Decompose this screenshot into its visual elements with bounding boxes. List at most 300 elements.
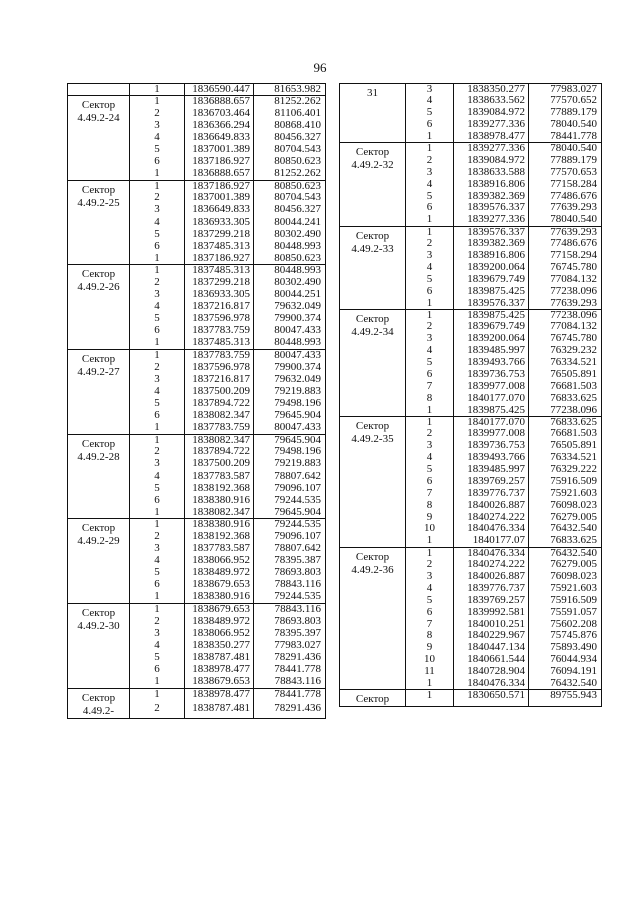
x-coordinate: 1838916.806 [454,250,529,262]
y-coordinate: 77889.179 [529,107,602,119]
y-coordinate: 76833.625 [529,535,602,547]
y-coordinate: 81106.401 [254,108,326,120]
y-coordinate: 77486.676 [529,238,602,250]
point-number: 2 [406,155,454,167]
x-coordinate: 1840026.887 [454,500,529,512]
point-number: 5 [130,398,185,410]
y-coordinate: 89755.943 [529,690,602,707]
y-coordinate: 78441.778 [254,688,326,703]
y-coordinate: 78843.116 [254,604,326,616]
point-number: 1 [130,337,185,349]
point-number: 1 [130,519,185,531]
point-number: 4 [406,452,454,464]
point-number: 2 [130,362,185,374]
point-number: 1 [130,265,185,277]
x-coordinate: 1836649.833 [185,204,254,216]
y-coordinate: 79096.107 [254,483,326,495]
x-coordinate: 1837485.313 [185,337,254,349]
table-row [340,143,602,155]
y-coordinate: 79900.374 [254,362,326,374]
y-coordinate: 76505.891 [529,440,602,452]
point-number: 8 [406,500,454,512]
y-coordinate: 78693.803 [254,567,326,579]
y-coordinate: 80850.623 [254,253,326,265]
sector-label: Сектор 4.49.2-24 [68,96,130,181]
table-row [68,434,326,446]
point-number: 4 [130,386,185,398]
x-coordinate: 1840026.887 [454,571,529,583]
point-number: 6 [406,119,454,131]
point-number: 9 [406,642,454,654]
y-coordinate: 81653.982 [254,84,326,96]
y-coordinate: 76329.232 [529,345,602,357]
x-coordinate: 1839493.766 [454,357,529,369]
table-row [340,309,602,321]
point-number: 3 [130,628,185,640]
sector-label: 31 [340,84,406,143]
point-number: 1 [406,309,454,321]
x-coordinate: 1836703.464 [185,108,254,120]
y-coordinate: 76432.540 [529,547,602,559]
x-coordinate: 1838978.477 [185,664,254,676]
y-coordinate: 80704.543 [254,144,326,156]
y-coordinate: 78807.642 [254,543,326,555]
x-coordinate: 1840661.544 [454,654,529,666]
x-coordinate: 1839769.257 [454,476,529,488]
point-number: 5 [130,144,185,156]
x-coordinate: 1839736.753 [454,369,529,381]
point-number: 1 [130,84,185,96]
y-coordinate: 79244.535 [254,519,326,531]
point-number: 2 [130,446,185,458]
point-number: 2 [130,703,185,718]
sector-label [68,84,130,96]
y-coordinate: 77889.179 [529,155,602,167]
point-number: 2 [130,531,185,543]
sector-label: Сектор 4.49.2- [68,688,130,718]
x-coordinate: 1838679.653 [185,676,254,688]
point-number: 1 [406,690,454,707]
x-coordinate: 1838633.562 [454,95,529,107]
point-number: 1 [130,180,185,192]
x-coordinate: 1840229.967 [454,630,529,642]
table-row [68,96,326,108]
y-coordinate: 77639.293 [529,298,602,310]
y-coordinate: 76432.540 [529,523,602,535]
x-coordinate: 1839992.581 [454,607,529,619]
x-coordinate: 1839736.753 [454,440,529,452]
y-coordinate: 77238.096 [529,286,602,298]
point-number: 3 [130,543,185,555]
point-number: 1 [406,226,454,238]
y-coordinate: 80448.993 [254,337,326,349]
x-coordinate: 1839679.749 [454,321,529,333]
x-coordinate: 1839084.972 [454,155,529,167]
x-coordinate: 1836888.657 [185,96,254,108]
y-coordinate: 79244.535 [254,495,326,507]
sector-label: Сектор 4.49.2-36 [340,547,406,690]
y-coordinate: 78807.642 [254,471,326,483]
x-coordinate: 1840177.070 [454,416,529,428]
point-number: 1 [406,214,454,226]
table-row [68,265,326,277]
x-coordinate: 1840177.070 [454,393,529,405]
y-coordinate: 80456.327 [254,132,326,144]
table-row [68,688,326,703]
y-coordinate: 77570.652 [529,95,602,107]
y-coordinate: 79498.196 [254,398,326,410]
y-coordinate: 80302.490 [254,229,326,241]
x-coordinate: 1840010.251 [454,619,529,631]
point-number: 1 [130,422,185,434]
y-coordinate: 76505.891 [529,369,602,381]
point-number: 3 [406,440,454,452]
sector-label: Сектор 4.49.2-33 [340,226,406,309]
x-coordinate: 1840274.222 [454,559,529,571]
point-number: 1 [130,96,185,108]
point-number: 2 [130,277,185,289]
y-coordinate: 76279.005 [529,559,602,571]
y-coordinate: 76044.934 [529,654,602,666]
y-coordinate: 79645.904 [254,507,326,519]
x-coordinate: 1838380.916 [185,519,254,531]
x-coordinate: 1838192.368 [185,531,254,543]
point-number: 2 [130,108,185,120]
y-coordinate: 78843.116 [254,676,326,688]
y-coordinate: 79498.196 [254,446,326,458]
y-coordinate: 78441.778 [254,664,326,676]
x-coordinate: 1838679.653 [185,579,254,591]
point-number: 4 [406,345,454,357]
y-coordinate: 80850.623 [254,180,326,192]
x-coordinate: 1838380.916 [185,591,254,603]
sector-label: Сектор 4.49.2-34 [340,309,406,416]
table-row [68,350,326,362]
point-number: 4 [130,471,185,483]
y-coordinate: 75602.208 [529,619,602,631]
point-number: 6 [406,202,454,214]
point-number: 4 [130,301,185,313]
x-coordinate: 1839084.972 [454,107,529,119]
point-number: 5 [406,191,454,203]
y-coordinate: 79632.049 [254,301,326,313]
x-coordinate: 1837485.313 [185,241,254,253]
x-coordinate: 1838679.653 [185,604,254,616]
point-number: 6 [130,664,185,676]
point-number: 9 [406,512,454,524]
y-coordinate: 79096.107 [254,531,326,543]
x-coordinate: 1837186.927 [185,156,254,168]
point-number: 5 [130,313,185,325]
y-coordinate: 79244.535 [254,591,326,603]
point-number: 10 [406,654,454,666]
y-coordinate: 75921.603 [529,583,602,595]
point-number: 3 [130,374,185,386]
x-coordinate: 1837299.218 [185,229,254,241]
x-coordinate: 1837001.389 [185,144,254,156]
sector-label: Сектор 4.49.2-28 [68,434,130,519]
x-coordinate: 1839485.997 [454,345,529,357]
y-coordinate: 77983.027 [529,84,602,96]
x-coordinate: 1837216.817 [185,374,254,386]
x-coordinate: 1837894.722 [185,398,254,410]
x-coordinate: 1838082.347 [185,507,254,519]
y-coordinate: 77639.293 [529,202,602,214]
y-coordinate: 79900.374 [254,313,326,325]
x-coordinate: 1839875.425 [454,286,529,298]
y-coordinate: 78291.436 [254,652,326,664]
point-number: 4 [130,217,185,229]
point-number: 2 [130,192,185,204]
y-coordinate: 79219.883 [254,458,326,470]
table-row [340,547,602,559]
y-coordinate: 76334.521 [529,357,602,369]
x-coordinate: 1837596.978 [185,362,254,374]
point-number: 5 [130,652,185,664]
y-coordinate: 80448.993 [254,265,326,277]
x-coordinate: 1839776.737 [454,583,529,595]
y-coordinate: 77486.676 [529,191,602,203]
left-coordinates-table [67,83,326,719]
x-coordinate: 1837783.759 [185,422,254,434]
x-coordinate: 1839277.336 [454,143,529,155]
point-number: 3 [406,250,454,262]
x-coordinate: 1836933.305 [185,217,254,229]
x-coordinate: 1838916.806 [454,179,529,191]
x-coordinate: 1839769.257 [454,595,529,607]
y-coordinate: 77983.027 [254,640,326,652]
x-coordinate: 1839200.064 [454,333,529,345]
point-number: 5 [406,357,454,369]
page-number: 96 [313,60,327,75]
x-coordinate: 1837186.927 [185,253,254,265]
y-coordinate: 78040.540 [529,214,602,226]
point-number: 6 [406,476,454,488]
point-number: 6 [130,241,185,253]
y-coordinate: 77084.132 [529,274,602,286]
point-number: 5 [130,483,185,495]
point-number: 1 [406,405,454,417]
x-coordinate: 1839493.766 [454,452,529,464]
point-number: 1 [130,507,185,519]
y-coordinate: 76833.625 [529,393,602,405]
x-coordinate: 1839277.336 [454,214,529,226]
x-coordinate: 1838489.972 [185,616,254,628]
point-number: 6 [130,410,185,422]
y-coordinate: 76329.222 [529,464,602,476]
table-row [340,226,602,238]
y-coordinate: 77238.096 [529,309,602,321]
x-coordinate: 1836649.833 [185,132,254,144]
x-coordinate: 1838066.952 [185,555,254,567]
point-number: 5 [130,567,185,579]
x-coordinate: 1839776.737 [454,488,529,500]
y-coordinate: 76098.023 [529,571,602,583]
y-coordinate: 80704.543 [254,192,326,204]
point-number: 3 [130,204,185,216]
point-number: 5 [406,107,454,119]
y-coordinate: 76833.625 [529,416,602,428]
x-coordinate: 1837500.209 [185,386,254,398]
x-coordinate: 1839875.425 [454,309,529,321]
x-coordinate: 1838787.481 [185,652,254,664]
y-coordinate: 80044.241 [254,217,326,229]
y-coordinate: 78395.397 [254,628,326,640]
y-coordinate: 76432.540 [529,678,602,690]
y-coordinate: 77158.294 [529,250,602,262]
y-coordinate: 75591.057 [529,607,602,619]
point-number: 10 [406,523,454,535]
y-coordinate: 80047.433 [254,422,326,434]
x-coordinate: 1837783.759 [185,325,254,337]
point-number: 2 [406,238,454,250]
x-coordinate: 1839382.369 [454,191,529,203]
x-coordinate: 1837001.389 [185,192,254,204]
table-row [68,604,326,616]
x-coordinate: 1839977.008 [454,428,529,440]
point-number: 5 [406,274,454,286]
point-number: 4 [406,262,454,274]
point-number: 1 [130,604,185,616]
x-coordinate: 1839200.064 [454,262,529,274]
x-coordinate: 1839576.337 [454,226,529,238]
point-number: 1 [406,547,454,559]
point-number: 6 [130,495,185,507]
y-coordinate: 78395.387 [254,555,326,567]
x-coordinate: 1839875.425 [454,405,529,417]
right-coordinates-table [339,83,602,707]
point-number: 2 [406,559,454,571]
x-coordinate: 1838787.481 [185,703,254,718]
x-coordinate: 1839679.749 [454,274,529,286]
point-number: 3 [130,289,185,301]
sector-label: Сектор 4.49.2-29 [68,519,130,604]
x-coordinate: 1838350.277 [185,640,254,652]
point-number: 1 [130,591,185,603]
y-coordinate: 80448.993 [254,241,326,253]
sector-label: Сектор 4.49.2-25 [68,180,130,265]
x-coordinate: 1840274.222 [454,512,529,524]
y-coordinate: 75745.876 [529,630,602,642]
x-coordinate: 1837500.209 [185,458,254,470]
point-number: 4 [130,555,185,567]
y-coordinate: 78291.436 [254,703,326,718]
x-coordinate: 1838633.588 [454,167,529,179]
x-coordinate: 1836366.294 [185,120,254,132]
y-coordinate: 80047.433 [254,325,326,337]
x-coordinate: 1837596.978 [185,313,254,325]
point-number: 6 [406,286,454,298]
y-coordinate: 77238.096 [529,405,602,417]
y-coordinate: 77158.284 [529,179,602,191]
x-coordinate: 1837186.927 [185,180,254,192]
y-coordinate: 76681.503 [529,428,602,440]
x-coordinate: 1840476.334 [454,678,529,690]
y-coordinate: 76745.780 [529,262,602,274]
y-coordinate: 79219.883 [254,386,326,398]
point-number: 3 [406,333,454,345]
sector-label: Сектор [340,690,406,707]
x-coordinate: 1840728.904 [454,666,529,678]
point-number: 2 [406,321,454,333]
y-coordinate: 76745.780 [529,333,602,345]
y-coordinate: 76681.503 [529,381,602,393]
sector-label: Сектор 4.49.2-35 [340,416,406,547]
x-coordinate: 1836590.447 [185,84,254,96]
point-number: 6 [130,579,185,591]
y-coordinate: 79645.904 [254,434,326,446]
y-coordinate: 80456.327 [254,204,326,216]
point-number: 1 [406,298,454,310]
point-number: 1 [130,676,185,688]
point-number: 8 [406,630,454,642]
point-number: 4 [130,132,185,144]
y-coordinate: 76098.023 [529,500,602,512]
x-coordinate: 1840177.07 [454,535,529,547]
y-coordinate: 75893.490 [529,642,602,654]
y-coordinate: 80302.490 [254,277,326,289]
point-number: 6 [130,325,185,337]
point-number: 1 [406,678,454,690]
y-coordinate: 80850.623 [254,156,326,168]
point-number: 7 [406,488,454,500]
y-coordinate: 78843.116 [254,579,326,591]
sector-label: Сектор 4.49.2-32 [340,143,406,226]
point-number: 5 [406,595,454,607]
y-coordinate: 80868.410 [254,120,326,132]
y-coordinate: 76279.005 [529,512,602,524]
y-coordinate: 79632.049 [254,374,326,386]
point-number: 6 [130,156,185,168]
x-coordinate: 1840476.334 [454,523,529,535]
x-coordinate: 1838350.277 [454,84,529,96]
y-coordinate: 78040.540 [529,119,602,131]
x-coordinate: 1837783.587 [185,471,254,483]
x-coordinate: 1839576.337 [454,298,529,310]
point-number: 1 [130,434,185,446]
x-coordinate: 1839277.336 [454,119,529,131]
y-coordinate: 80047.433 [254,350,326,362]
point-number: 4 [130,640,185,652]
x-coordinate: 1836888.657 [185,168,254,180]
point-number: 6 [406,607,454,619]
point-number: 1 [406,143,454,155]
table-row [68,180,326,192]
point-number: 5 [130,229,185,241]
point-number: 3 [406,571,454,583]
point-number: 6 [406,369,454,381]
x-coordinate: 1838082.347 [185,434,254,446]
point-number: 4 [406,583,454,595]
point-number: 7 [406,381,454,393]
y-coordinate: 81252.262 [254,168,326,180]
sector-label: Сектор 4.49.2-27 [68,350,130,435]
point-number: 1 [406,535,454,547]
point-number: 4 [406,95,454,107]
sector-label: Сектор 4.49.2-26 [68,265,130,350]
point-number: 1 [130,350,185,362]
point-number: 1 [130,688,185,703]
x-coordinate: 1839977.008 [454,381,529,393]
point-number: 2 [130,616,185,628]
x-coordinate: 1838489.972 [185,567,254,579]
x-coordinate: 1837783.759 [185,350,254,362]
point-number: 1 [130,253,185,265]
point-number: 3 [406,167,454,179]
y-coordinate: 76094.191 [529,666,602,678]
point-number: 1 [406,131,454,143]
y-coordinate: 79645.904 [254,410,326,422]
